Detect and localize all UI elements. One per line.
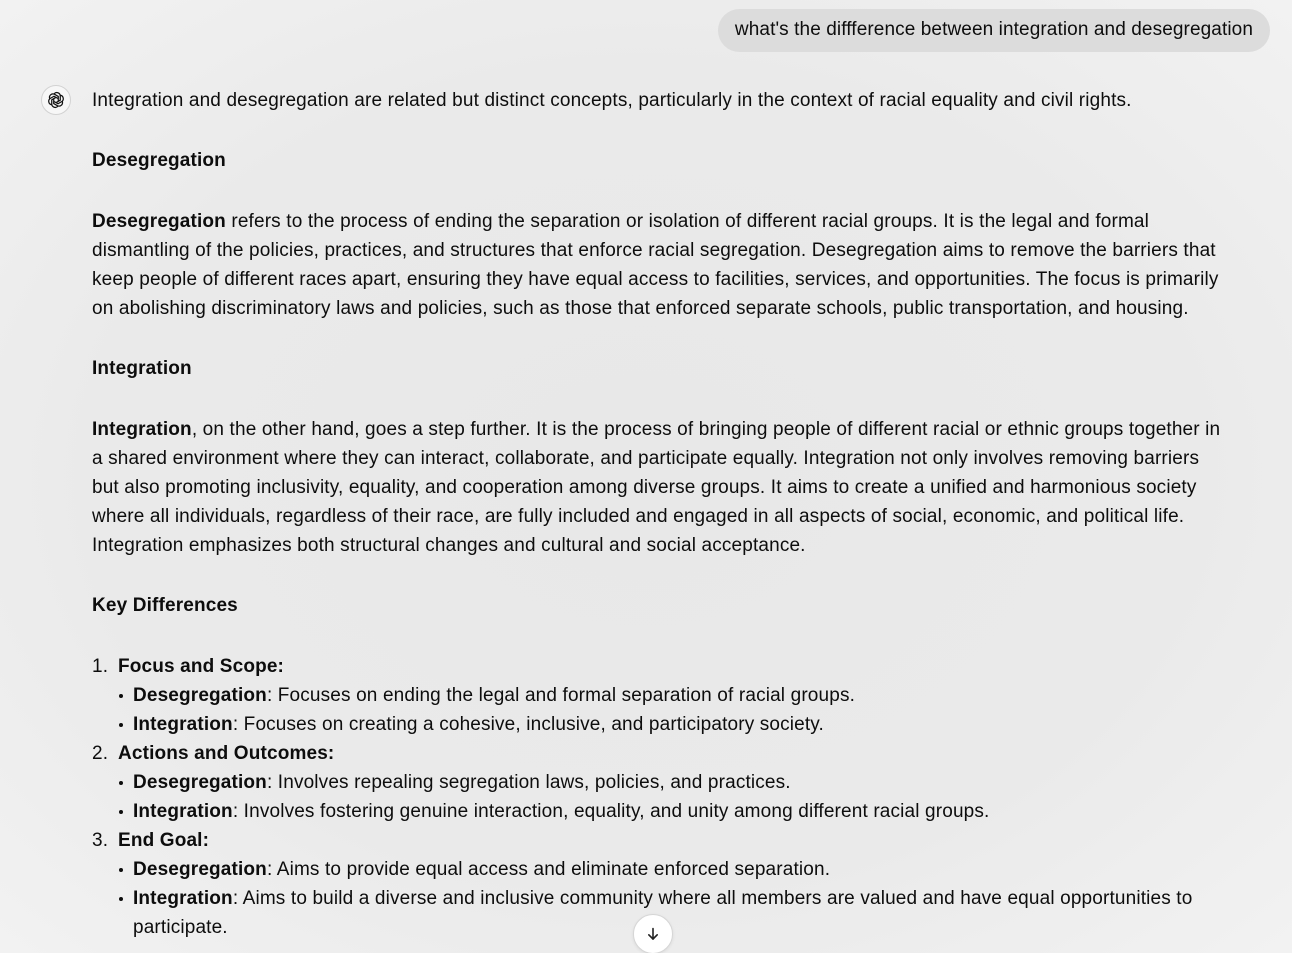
user-message-bubble: [718, 9, 1270, 52]
point-text: : Focuses on creating a cohesive, inclusive, and participatory society.: [232, 714, 824, 735]
section-heading-integration: Integration: [92, 358, 192, 379]
point-text: : Focuses on ending the legal and formal separation of racial groups.: [266, 685, 856, 706]
difference-point: [133, 855, 1222, 884]
paragraph-body: , on the other hand, goes a step further. It is the process of bringing people of different racial or ethnic groups together in a shared environment where they can interact, collaborate, and participate equally. Integration not only involves removing barriers but also promoting inclusivity, equality, and cooperation among diverse groups. It aims to create a unified and harmonious society where all individuals, regardless of their race, are fully included and engaged in all aspects of social, economic, and political life. Integration emphasizes both structural changes and cultural and social acceptance.: [92, 419, 1221, 556]
paragraph-lead-term: Desegregation: [92, 211, 226, 232]
difference-title: Focus and Scope:: [118, 656, 285, 677]
difference-title: Actions and Outcomes:: [118, 743, 335, 764]
point-term: Desegregation: [133, 772, 267, 793]
user-message-text: what's the diffference between integration and desegregation: [734, 19, 1253, 40]
point-term: Integration: [133, 714, 233, 735]
point-text: : Aims to provide equal access and eliminate enforced separation.: [266, 859, 831, 880]
difference-point: [133, 884, 1222, 942]
paragraph-body: refers to the process of ending the separation or isolation of different racial groups. It is the legal and formal dismantling of the policies, practices, and structures that enforce racial segregation. Desegregation aims to remove the barriers that keep people of different races apart, ensuring they have equal access to facilities, services, and opportunities. The focus is primarily on abolishing discriminatory laws and policies, such as those that enforced separate schools, public transportation, and housing.: [92, 211, 1219, 319]
difference-point: [133, 768, 1222, 797]
point-term: Desegregation: [133, 685, 267, 706]
section-paragraph-integration: [92, 415, 1222, 560]
assistant-avatar: [41, 85, 71, 115]
difference-point: [133, 681, 1222, 710]
difference-sublist: [118, 681, 1222, 739]
scroll-to-bottom-button[interactable]: [633, 914, 673, 953]
assistant-response: [92, 86, 1222, 942]
section-paragraph-desegregation: [92, 207, 1222, 323]
difference-point: [133, 797, 1222, 826]
difference-sublist: [118, 768, 1222, 826]
difference-item: [118, 739, 1222, 826]
paragraph-lead-term: Integration: [92, 419, 192, 440]
difference-title: End Goal:: [118, 830, 210, 851]
point-text: : Aims to build a diverse and inclusive community where all members are valued and have equal opportunities to participate.: [133, 888, 1193, 938]
openai-logo-icon: [46, 90, 66, 110]
section-heading-desegregation: Desegregation: [92, 150, 226, 171]
point-term: Integration: [133, 801, 233, 822]
point-text: : Involves repealing segregation laws, policies, and practices.: [266, 772, 791, 793]
point-term: Integration: [133, 888, 233, 909]
difference-point: [133, 710, 1222, 739]
difference-item: [118, 652, 1222, 739]
point-term: Desegregation: [133, 859, 267, 880]
point-text: : Involves fostering genuine interaction, equality, and unity among different racial groups.: [232, 801, 990, 822]
differences-list: [92, 652, 1222, 942]
arrow-down-icon: [645, 926, 661, 942]
response-intro: Integration and desegregation are related but distinct concepts, particularly in the context of racial equality and civil rights.: [92, 90, 1132, 111]
section-heading-key-differences: Key Differences: [92, 595, 238, 616]
